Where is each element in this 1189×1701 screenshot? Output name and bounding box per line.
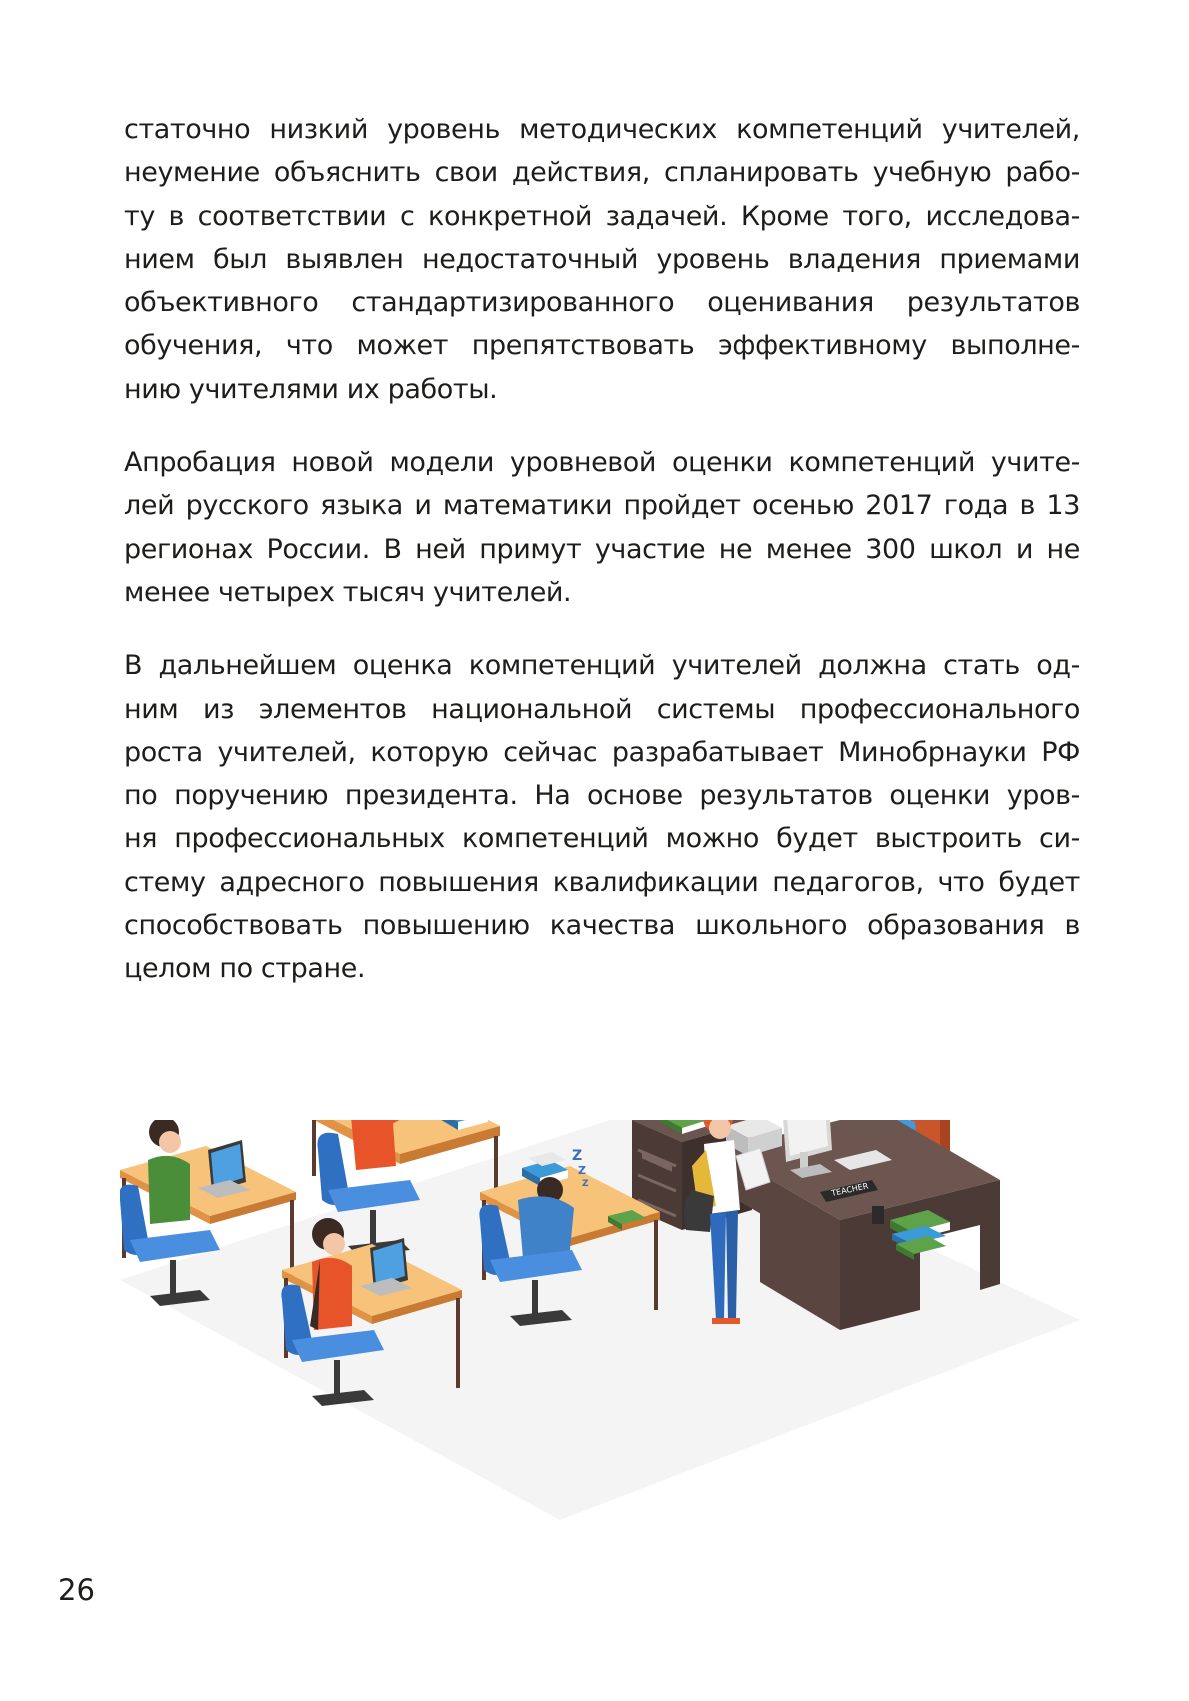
svg-text:Z: Z bbox=[572, 1148, 583, 1164]
text-line: ту в соответствии с конкретной задачей. Кроме того, исследова- bbox=[124, 200, 1080, 232]
text-line: ним из элементов национальной системы профессионального bbox=[124, 693, 1080, 725]
text-line: объективного стандартизированного оценивания результатов bbox=[124, 287, 1080, 319]
text-line: способствовать повышению качества школьного образования в bbox=[124, 910, 1080, 942]
text-line: Апробация новой модели уровневой оценки компетенций учите- bbox=[124, 447, 1080, 479]
name-plate-label: TEACHER bbox=[830, 1181, 870, 1198]
text-line: нию учителями их работы. bbox=[124, 373, 498, 405]
pen-cup bbox=[872, 1206, 884, 1224]
classroom-illustration bbox=[120, 1120, 1080, 1520]
text-line: обучения, что может препятствовать эффективному выполне- bbox=[124, 330, 1080, 362]
paragraph-3 bbox=[124, 644, 1080, 990]
text-line: нием был выявлен недостаточный уровень владения приемами bbox=[124, 243, 1080, 275]
text-line: стему адресного повышения квалификации педагогов, что будет bbox=[124, 866, 1080, 898]
text-line: неумение объяснить свои действия, спланировать учебную рабо- bbox=[124, 157, 1080, 189]
svg-text:Z: Z bbox=[582, 1179, 589, 1189]
text-line: менее четырех тысяч учителей. bbox=[124, 576, 572, 608]
body-text bbox=[124, 108, 1080, 1021]
text-line: лей русского языка и математики пройдет осенью 2017 года в 13 bbox=[124, 490, 1080, 522]
paragraph-2 bbox=[124, 441, 1080, 614]
svg-text:Z: Z bbox=[578, 1164, 586, 1177]
text-line: роста учителей, которую сейчас разрабатывает Минобрнауки РФ bbox=[124, 736, 1080, 768]
page-number: 26 bbox=[58, 1573, 95, 1607]
text-line: по поручению президента. На основе результатов оценки уров- bbox=[124, 780, 1080, 812]
text-line: регионах России. В ней примут участие не менее 300 школ и не bbox=[124, 533, 1080, 565]
paragraph-1 bbox=[124, 108, 1080, 411]
student-girl-green bbox=[148, 1120, 190, 1224]
text-line: В дальнейшем оценка компетенций учителей должна стать од- bbox=[124, 650, 1080, 682]
text-line: целом по стране. bbox=[124, 953, 366, 985]
backpack bbox=[684, 1190, 714, 1232]
text-line: статочно низкий уровень методических компетенций учителей, bbox=[124, 114, 1080, 145]
text-line: ня профессиональных компетенций можно будет выстроить си- bbox=[124, 823, 1080, 855]
